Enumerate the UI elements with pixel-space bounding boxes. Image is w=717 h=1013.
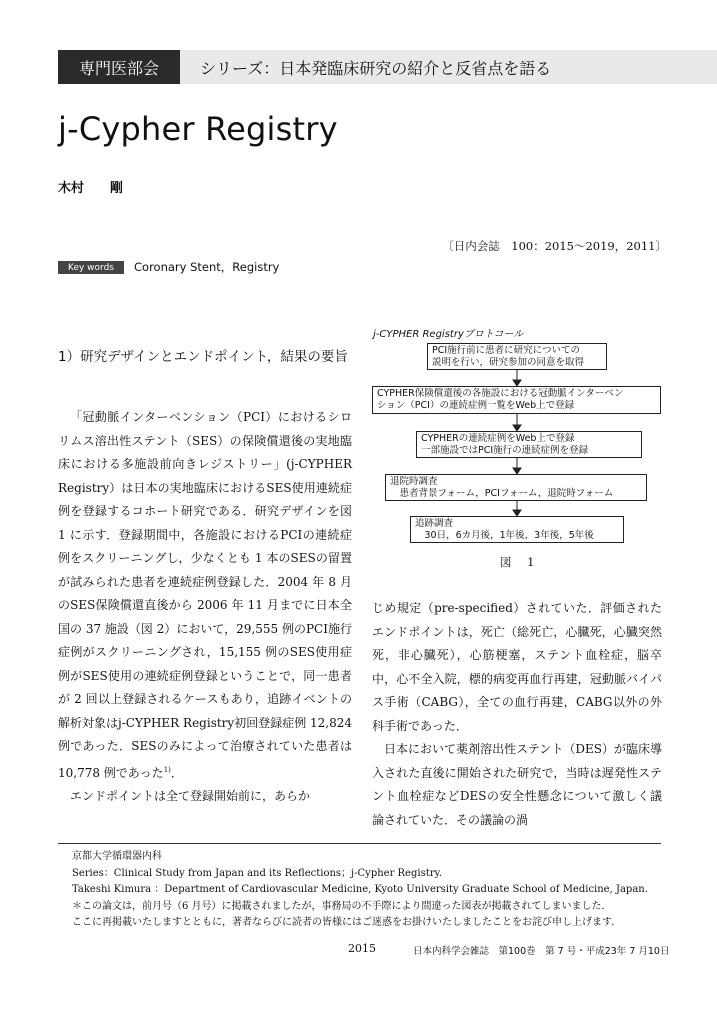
article-title: j-Cypher Registry xyxy=(58,110,338,148)
footnote-rule xyxy=(58,843,661,844)
keywords-badge: Key words xyxy=(58,261,124,274)
box-line: CYPHER保険償還後の各施設における冠動脈インターベン xyxy=(377,388,624,399)
section-label: 専門医部会 xyxy=(58,50,180,84)
box-line: 説明を行い，研究参加の同意を取得 xyxy=(432,357,585,368)
flowchart-box-discharge xyxy=(385,474,647,501)
box-line: 追跡調査 xyxy=(415,518,454,529)
page-number: 2015 xyxy=(348,942,376,955)
box-line: 30日，6カ月後，1年後，3年後，5年後 xyxy=(415,530,594,541)
box-line: 一部施設ではPCI施行の連続症例を登録 xyxy=(421,445,589,456)
box-line: 患者背景フォーム，PCIフォーム，退院時フォーム xyxy=(390,488,614,499)
flowchart-box-followup xyxy=(410,516,624,543)
box-line: 退院時調査 xyxy=(390,476,438,487)
series-title: シリーズ：日本発臨床研究の紹介と反省点を語る xyxy=(200,58,552,78)
affiliation: 京都大学循環器内科 xyxy=(72,851,162,862)
reference-marker: 1) xyxy=(163,765,171,774)
box-line: CYPHERの連続症例をWeb上で登録 xyxy=(421,433,575,444)
box-line: PCI施行前に患者に研究についての xyxy=(432,345,580,356)
journal-info: 日本内科学会雑誌 第100巻 第 7 号・平成23年 7 月10日 xyxy=(413,946,670,957)
paragraph: 日本において薬剤溶出性ステント（DES）が臨床導入された直後に開始された研究で，当時は遅発性ステント血栓症などDESの安全性懸念について激しく議論されていた．その議論の渦 xyxy=(372,742,662,827)
section-heading: 1）研究デザインとエンドポイント，結果の要旨 xyxy=(58,349,348,365)
footnotes xyxy=(72,849,672,932)
author-name: 木村 剛 xyxy=(58,181,124,196)
paragraph: じめ規定（pre-specified）されていた．評価されたエンドポイントは，死亡（総死亡，心臓死，心臓突然死，非心臓死），心筋梗塞，ステント血栓症，脳卒中，心不全入院，標的病変再血行再建，冠動脈バイパス手術（CABG），全ての血行再建，CABG以外の外科手術であった． xyxy=(372,601,662,733)
figure-caption: 図 1 xyxy=(500,555,541,569)
paragraph-text: 「冠動脈インターベンション（PCI）におけるシロリムス溶出性ステント（SES）の保険償還後の実地臨床における多施設前向きレジストリー」(j-CYPHER Registry）は日本の実地臨床におけるSES使用連続症例を登録するコホート研究である．研究デザインを図 1 に示す．登録期間中，各施設におけるPCIの連続症例をスクリーニングし，少なくとも 1 本のSESの留置が試みられた患者を連続症例登録した．2004 年 8 月のSES保険償還直後から 2006 年 11 月までに日本全国の 37 施設（図 2）において，29,555 例のPCI施行症例がスクリーニングされ，15,155 例のSES使用症例がSES使用の連続症例登録ということで，同一患者が 2 回以上登録されるケースもあり，追跡イベントの解析対象はj-CYPHER Registry初回登録症例 12,824 例であった．SESのみによって治療されていた患者は 10,778 例であった xyxy=(58,410,352,780)
erratum-note: ここに再掲載いたしますとともに，著者ならびに読者の皆様にはご迷惑をお掛けいたしましたことをお詫び申し上げます． xyxy=(72,917,622,928)
citation: 〔日内会誌 100：2015〜2019，2011〕 xyxy=(442,239,667,253)
flowchart-box-consent xyxy=(427,343,607,370)
flowchart-box-web-list xyxy=(372,386,661,414)
keywords-text: Coronary Stent，Registry xyxy=(134,260,280,274)
author-english: Takeshi Kimura ：Department of Cardiovascular Medicine, Kyoto University Graduate School of Medicine, Japan. xyxy=(72,884,648,895)
paragraph: エンドポイントは全て登録開始前に，あらか xyxy=(70,789,311,803)
erratum-note: ＊この論文は，前月号（6 月号）に掲載されましたが，事務局の不手際により間違った図表が掲載されてしまいました． xyxy=(72,900,612,912)
flowchart-title: j-CYPHER Registryプロトコール xyxy=(373,329,524,340)
box-line: ション（PCI）の連続症例一覧をWeb上で登録 xyxy=(377,400,575,411)
right-column-text xyxy=(372,597,662,832)
series-english: Series：Clinical Study from Japan and its Reflections；j-Cypher Registry. xyxy=(72,867,443,879)
flowchart-box-register xyxy=(416,431,642,458)
paragraph-tail: ． xyxy=(170,765,183,780)
